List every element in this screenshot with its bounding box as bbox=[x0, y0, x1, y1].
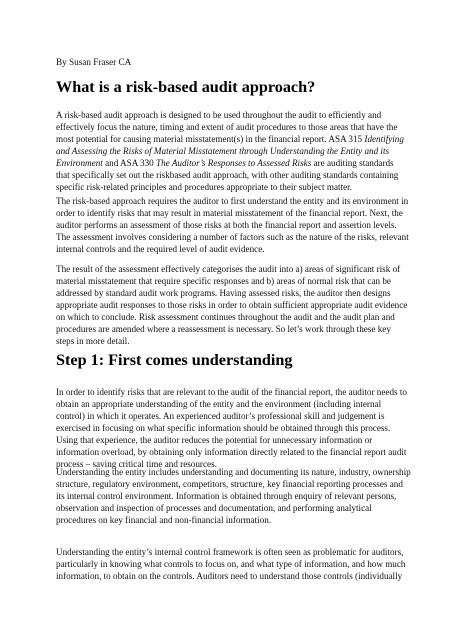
section-heading-step1: Step 1: First comes understanding bbox=[56, 351, 293, 369]
text-line: effectively focus the nature, timing and extent of audit procedures to those areas that have the bbox=[56, 122, 398, 133]
paragraph-internal-control bbox=[56, 546, 405, 582]
text-line: specific risk-related principles and procedures appropriate to their subject matter. bbox=[56, 182, 352, 193]
italic-run: The Auditor’s Responses to Assessed Risks bbox=[156, 158, 312, 169]
text-line: observation and inspection of processes and documentation, and performing analytical bbox=[56, 503, 372, 514]
text-line: material misstatement that require specific responses and b) areas of normal risk that can be bbox=[56, 276, 391, 287]
text-line: information, to obtain on the controls. Auditors need to understand those controls (individually bbox=[56, 571, 403, 582]
italic-run: Environment bbox=[56, 158, 103, 169]
text-run: are auditing standards bbox=[311, 158, 394, 169]
text-line: control) in which it operates. An experienced auditor’s professional skill and judgement is bbox=[56, 411, 385, 422]
text-line: steps in more detail. bbox=[56, 336, 130, 347]
text-line: exercised in focusing on what specific information should be obtained through this process. bbox=[56, 423, 391, 434]
text-line: auditor performs an assessment of those risks at both the financial report and assertion levels. bbox=[56, 220, 397, 231]
italic-run: Identifying bbox=[364, 134, 404, 145]
text-line: appropriate audit responses to those risks in order to obtain sufficient appropriate audit evidence bbox=[56, 300, 408, 311]
text-line: process – saving critical time and resources. bbox=[56, 459, 217, 470]
paragraph-intro bbox=[56, 109, 404, 193]
paragraph-assessment-result bbox=[56, 263, 407, 347]
text-line: The risk-based approach requires the auditor to first understand the entity and its environment in bbox=[56, 196, 409, 206]
text-line: In order to identify risks that are relevant to the audit of the financial report, the auditor needs to bbox=[56, 387, 407, 397]
text-line: structure, regulatory environment, competitors, structure, key financial reporting processes and bbox=[56, 479, 403, 490]
text-line: and Assessing the Risks of Material Misstatement through Understanding the Entity and its bbox=[56, 146, 390, 157]
text-run: and ASA 330 bbox=[102, 158, 157, 169]
text-line bbox=[56, 157, 404, 169]
text-line: Understanding the entity’s internal control framework is often seen as problematic for auditors, bbox=[56, 547, 404, 557]
text-line: internal controls and the required level of audit evidence. bbox=[56, 244, 265, 255]
text-line bbox=[56, 133, 404, 145]
text-line: obtain an appropriate understanding of the entity and the environment (including internal bbox=[56, 399, 382, 410]
text-line: information overload, by obtaining only information directly related to the financial report audit bbox=[56, 447, 407, 458]
text-line: addressed by standard audit work programs. Having assessed risks, the auditor then designs bbox=[56, 288, 391, 299]
text-line: particularly in knowing what controls to focus on, and what type of information, and how much bbox=[56, 559, 406, 570]
page-title: What is a risk-based audit approach? bbox=[56, 78, 316, 96]
text-run: most potential for causing material misstatement(s) in the financial report. ASA 315 bbox=[56, 134, 365, 145]
text-line: on which to conclude. Risk assessment continues throughout the audit and the audit plan and bbox=[56, 312, 395, 323]
byline: By Susan Fraser CA bbox=[56, 57, 132, 67]
paragraph-entity bbox=[56, 466, 411, 526]
text-line: Using that experience, the auditor reduces the potential for unnecessary information or bbox=[56, 435, 373, 446]
text-line: procedures are amended where a reassessment is necessary. So let’s work through these key bbox=[56, 324, 391, 335]
text-line: its internal control environment. Information is obtained through enquiry of relevant persons, bbox=[56, 491, 397, 502]
paragraph-approach bbox=[56, 195, 409, 255]
text-line: The result of the assessment effectively categorises the audit into a) areas of significant risk of bbox=[56, 264, 401, 274]
text-line: The assessment involves considering a number of factors such as the nature of the risks, relevant bbox=[56, 232, 409, 243]
text-line: Understanding the entity includes understanding and documenting its nature, industry, ownership bbox=[56, 467, 411, 477]
text-line: procedures on key financial and non-financial information. bbox=[56, 515, 272, 526]
text-line: that specifically set out the riskbased audit approach, with other auditing standards containing bbox=[56, 170, 399, 181]
paragraph-understanding bbox=[56, 386, 407, 470]
text-line: A risk-based audit approach is designed to be used throughout the audit to efficiently and bbox=[56, 110, 382, 120]
text-line: order to identify risks that may result in material misstatement of the financial report. Next, the bbox=[56, 208, 403, 219]
